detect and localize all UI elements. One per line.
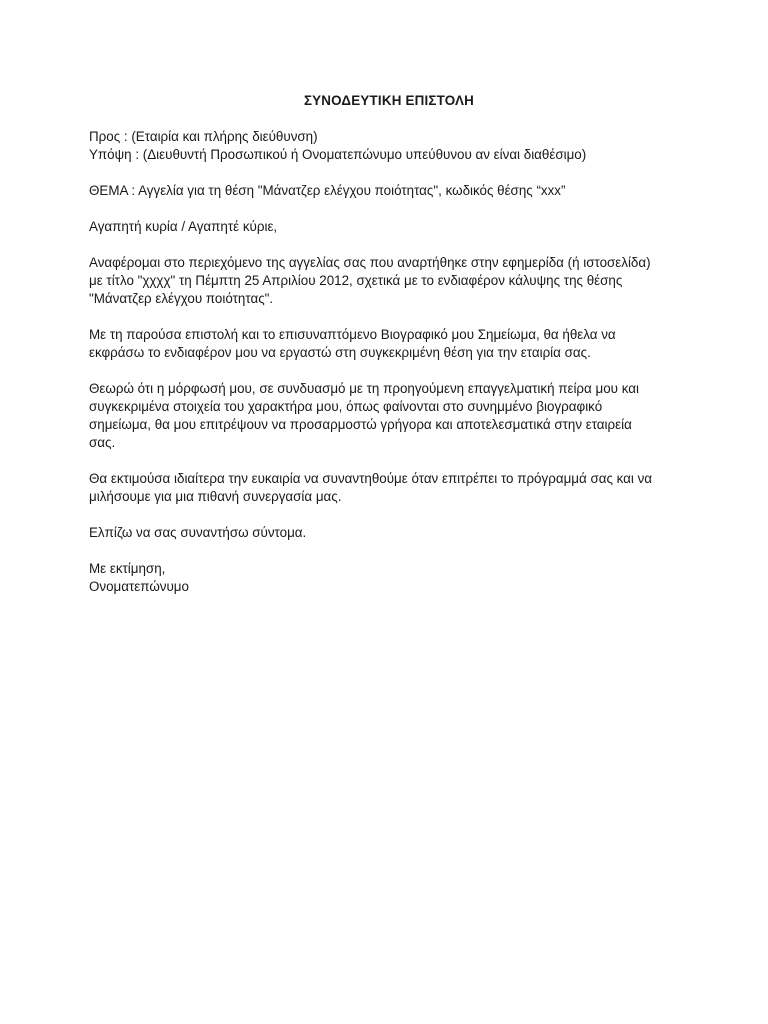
closing-line: Με εκτίμηση, — [89, 561, 166, 576]
cover-letter — [89, 92, 689, 614]
paragraph-line: Αναφέρομαι στο περιεχόμενο της αγγελίας σας που αναρτήθηκε στην εφημερίδα (ή ιστοσελίδα) — [89, 255, 651, 270]
subject-block — [89, 182, 689, 200]
paragraph-line: Θα εκτιμούσα ιδιαίτερα την ευκαιρία να συναντηθούμε όταν επιτρέπει το πρόγραμμά σας και να — [89, 471, 653, 486]
body-paragraph-3 — [89, 380, 689, 452]
body-paragraph-4 — [89, 470, 689, 506]
paragraph-line: Με τη παρούσα επιστολή και το επισυναπτόμενο Βιογραφικό μου Σημείωμα, θα ήθελα να — [89, 327, 616, 342]
paragraph-line: Ελπίζω να σας συναντήσω σύντομα. — [89, 525, 307, 540]
body-paragraph-1 — [89, 254, 689, 308]
paragraph-line: Θεωρώ ότι η μόρφωσή μου, σε συνδυασμό με τη προηγούμενη επαγγελματική πείρα μου και — [89, 381, 639, 396]
sign-off-block — [89, 560, 689, 596]
subject-line: ΘΕΜΑ : Αγγελία για τη θέση "Μάνατζερ ελέγχου ποιότητας", κωδικός θέσης “xxx” — [89, 183, 566, 198]
letter-title: ΣΥΝΟΔΕΥΤΙΚΗ ΕΠΙΣΤΟΛΗ — [303, 93, 475, 108]
recipient-line: Προς : (Εταιρία και πλήρης διεύθυνση) — [89, 129, 318, 144]
salutation-line: Αγαπητή κυρία / Αγαπητέ κύριε, — [89, 219, 278, 234]
paragraph-line: συγκεκριμένα στοιχεία του χαρακτήρα μου, όπως φαίνονται στο συνημμένο βιογραφικό — [89, 399, 603, 414]
signature-line: Ονοματεπώνυμο — [89, 579, 189, 594]
paragraph-line: μιλήσουμε για μια πιθανή συνεργασία μας. — [89, 489, 342, 504]
attention-line: Υπόψη : (Διευθυντή Προσωπικού ή Ονοματεπώνυμο υπεύθυνου αν είναι διαθέσιμο) — [89, 147, 587, 162]
body-paragraph-2 — [89, 326, 689, 362]
paragraph-line: "Μάνατζερ ελέγχου ποιότητας". — [89, 291, 274, 306]
salutation-block — [89, 218, 689, 236]
address-block — [89, 128, 689, 164]
paragraph-line: εκφράσω το ενδιαφέρον μου να εργαστώ στη συγκεκριμένη θέση για την εταιρία σας. — [89, 345, 591, 360]
paragraph-line: σημείωμα, θα μου επιτρέψουν να προσαρμοστώ γρήγορα και αποτελεσματικά στην εταιρεία — [89, 417, 632, 432]
body-paragraph-5 — [89, 524, 689, 542]
paragraph-line: με τίτλο "χχχχ" τη Πέμπτη 25 Απριλίου 2012, σχετικά με το ενδιαφέρον κάλυψης της θέσης — [89, 273, 623, 288]
paragraph-line: σας. — [89, 435, 116, 450]
